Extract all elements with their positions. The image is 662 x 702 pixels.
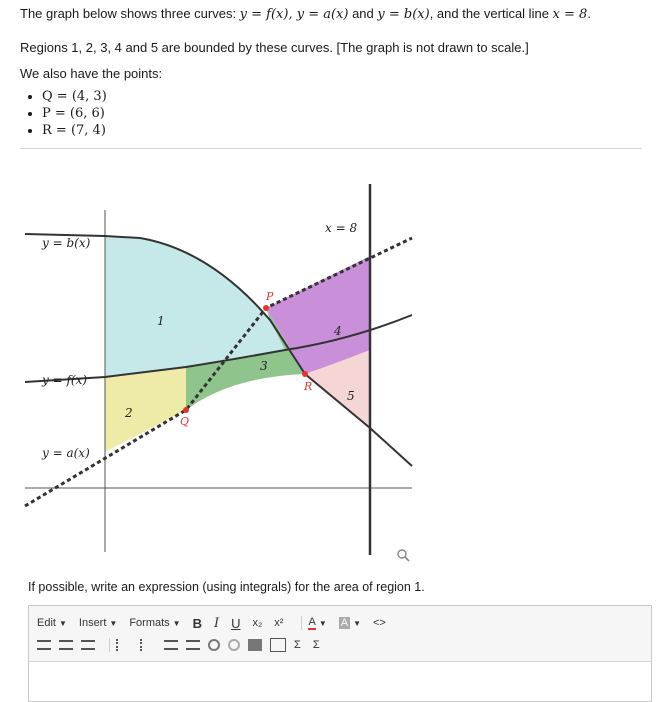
point-r: • R = (7, 4): [42, 122, 107, 139]
indent-icon[interactable]: [186, 640, 200, 650]
intro-eq-b: y = b(x): [377, 7, 430, 22]
label-b: y = b(x): [42, 236, 91, 250]
align-left-icon[interactable]: [37, 640, 51, 650]
font-color-label: A: [308, 616, 316, 628]
points-list: [20, 88, 107, 139]
region-graph: [20, 170, 420, 560]
label-a: y = a(x): [42, 446, 90, 460]
insert-menu[interactable]: [79, 617, 117, 629]
italic-button[interactable]: I: [213, 615, 220, 631]
align-right-icon[interactable]: [81, 640, 95, 650]
toolbar-row-2: [29, 634, 651, 656]
points-label: We also have the points:: [20, 66, 163, 81]
chevron-down-icon: ▼: [353, 618, 361, 628]
chevron-down-icon: ▼: [58, 618, 67, 628]
formats-menu[interactable]: [129, 617, 180, 629]
point-p-marker: [263, 305, 269, 311]
rich-text-editor[interactable]: [28, 605, 652, 702]
bold-button[interactable]: B: [192, 615, 202, 631]
bullet-list-icon[interactable]: [116, 639, 132, 651]
regions-text: Regions 1, 2, 3, 4 and 5 are bounded by these curves. [The graph is not drawn to scale.]: [20, 40, 529, 55]
point-p: • P = (6, 6): [42, 105, 107, 122]
outdent-icon[interactable]: [164, 640, 178, 650]
unlink-icon[interactable]: [228, 639, 240, 651]
numbered-list-icon[interactable]: [140, 639, 156, 651]
intro-text: [20, 6, 591, 22]
sum-button[interactable]: Σ: [294, 639, 301, 651]
superscript-button[interactable]: x²: [274, 617, 284, 629]
label-r: R: [304, 380, 313, 393]
question-text: If possible, write an expression (using integrals) for the area of region 1.: [28, 580, 425, 594]
insert-menu-label: Insert: [78, 617, 107, 629]
label-x8: x = 8: [325, 221, 358, 235]
formats-menu-label: Formats: [129, 617, 170, 629]
underline-button[interactable]: U: [231, 615, 241, 631]
font-color-button[interactable]: [308, 616, 326, 630]
bg-color-button[interactable]: [339, 617, 361, 629]
edit-menu-label: Edit: [37, 617, 56, 629]
intro-and: and: [348, 6, 378, 21]
subscript-button[interactable]: x₂: [252, 617, 263, 629]
point-q-marker: [183, 407, 189, 413]
align-center-icon[interactable]: [59, 640, 73, 650]
editor-text-area[interactable]: [29, 661, 651, 701]
label-p: P: [266, 290, 274, 303]
region-2-label: 2: [125, 406, 133, 420]
region-4-label: 4: [334, 324, 342, 338]
sum-button-2[interactable]: Σ: [312, 639, 320, 651]
region-2-fill: [105, 367, 186, 452]
intro-mid: , and the vertical line: [429, 6, 553, 21]
toolbar-separator: [301, 616, 302, 630]
chevron-down-icon: ▼: [172, 618, 181, 628]
intro-suffix: .: [587, 6, 591, 21]
label-q: Q: [180, 415, 190, 428]
intro-eq-x8: x = 8: [552, 7, 588, 22]
intro-prefix: The graph below shows three curves:: [20, 6, 240, 21]
edit-menu[interactable]: [37, 617, 67, 629]
intro-eq-f-a: y = f(x), y = a(x): [239, 7, 349, 22]
region-5-label: 5: [347, 389, 355, 403]
bg-color-label: A: [340, 617, 349, 629]
point-q: • Q = (4, 3): [42, 88, 107, 105]
chevron-down-icon: ▼: [318, 618, 327, 628]
link-icon[interactable]: [208, 639, 220, 651]
region-3-label: 3: [260, 359, 268, 373]
label-f: y = f(x): [42, 373, 88, 387]
code-button[interactable]: <>: [373, 617, 386, 629]
toolbar-row-1: [29, 612, 651, 634]
chevron-down-icon: ▼: [109, 618, 118, 628]
zoom-icon[interactable]: [396, 548, 410, 562]
table-icon[interactable]: [270, 638, 286, 652]
region-1-label: 1: [157, 314, 165, 328]
point-r-marker: [302, 371, 308, 377]
toolbar-separator: [109, 638, 110, 652]
divider: [20, 148, 642, 149]
image-icon[interactable]: [248, 639, 262, 651]
